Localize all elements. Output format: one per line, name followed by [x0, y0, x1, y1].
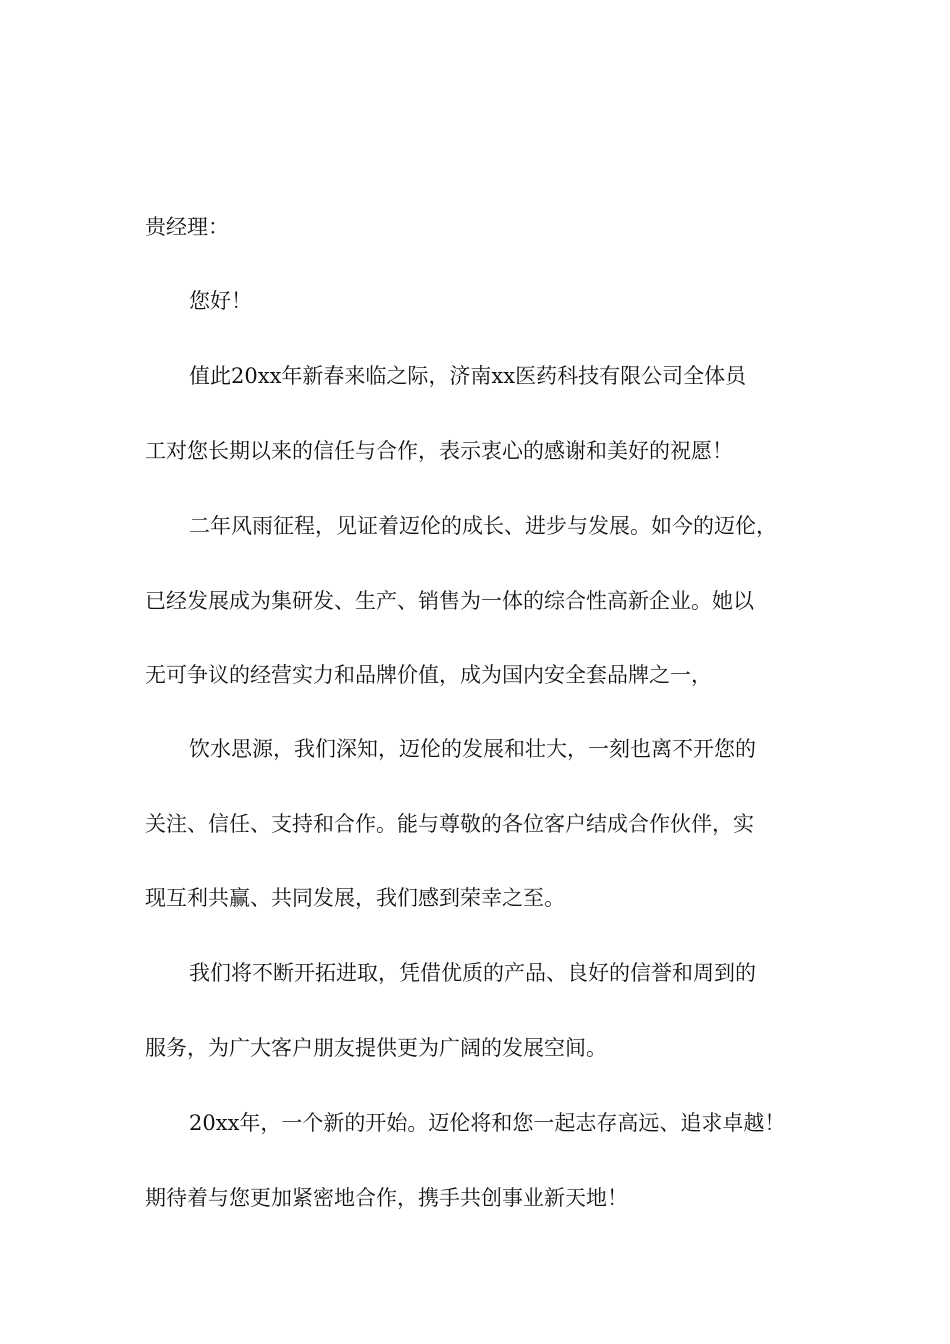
paragraph-line: 无可争议的经营实力和品牌价值，成为国内安全套品牌之一， [145, 663, 712, 687]
paragraph-line: 关注、信任、支持和合作。能与尊敬的各位客户结成合作伙伴，实 [145, 812, 754, 836]
paragraph-line: 值此20xx年新春来临之际，济南xx医药科技有限公司全体员 [189, 364, 747, 388]
greeting: 您好！ [189, 289, 252, 313]
paragraph-line: 饮水思源，我们深知，迈伦的发展和壮大，一刻也离不开您的 [189, 737, 756, 761]
paragraph-line: 工对您长期以来的信任与合作，表示衷心的感谢和美好的祝愿！ [145, 439, 733, 463]
paragraph-line: 我们将不断开拓进取，凭借优质的产品、良好的信誉和周到的 [189, 961, 756, 985]
paragraph-line: 期待着与您更加紧密地合作，携手共创事业新天地！ [145, 1186, 628, 1210]
salutation: 贵经理： [145, 215, 229, 239]
paragraph-line: 20xx年，一个新的开始。迈伦将和您一起志存高远、追求卓越！ [189, 1111, 786, 1135]
paragraph-line: 现互利共赢、共同发展，我们感到荣幸之至。 [145, 886, 565, 910]
paragraph-line: 服务，为广大客户朋友提供更为广阔的发展空间。 [145, 1036, 607, 1060]
paragraph-line: 已经发展成为集研发、生产、销售为一体的综合性高新企业。她以 [145, 589, 754, 613]
paragraph-line: 二年风雨征程，见证着迈伦的成长、进步与发展。如今的迈伦， [189, 514, 777, 538]
